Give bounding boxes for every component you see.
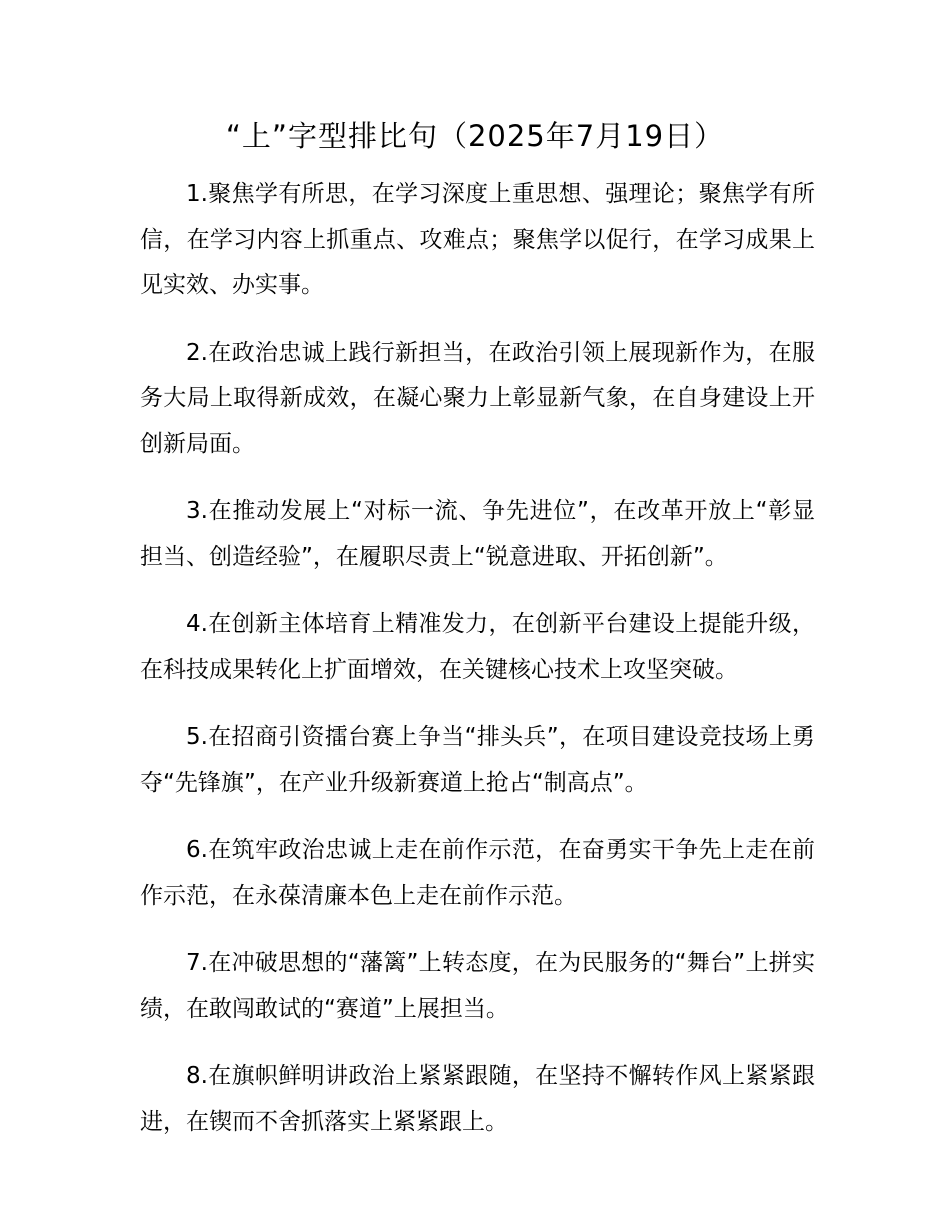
paragraph-3: 3.在推动发展上“对标一流、争先进位”，在改革开放上“彰显担当、创造经验”，在履职尽责上“锐意进取、开拓创新”。 [140,498,815,570]
paragraph-2: 2.在政治忠诚上践行新担当，在政治引领上展现新作为，在服务大局上取得新成效，在凝心聚力上彰显新气象，在自身建设上开创新局面。 [140,339,815,457]
paragraph-6: 6.在筑牢政治忠诚上走在前作示范，在奋勇实干争先上走在前作示范，在永葆清廉本色上走在前作示范。 [140,837,815,909]
paragraph-1: 1.聚焦学有所思，在学习深度上重思想、强理论；聚焦学有所信，在学习内容上抓重点、攻难点；聚焦学以促行，在学习成果上见实效、办实事。 [140,181,815,298]
paragraph-7: 7.在冲破思想的“藩篱”上转态度，在为民服务的“舞台”上拼实绩，在敢闯敢试的“赛道”上展担当。 [140,950,815,1022]
paragraph-5: 5.在招商引资擂台赛上争当“排头兵”，在项目建设竞技场上勇夺“先锋旗”，在产业升级新赛道上抢占“制高点”。 [140,724,815,796]
document-title: “上”字型排比句（2025年7月19日） [225,119,725,153]
paragraph-4: 4.在创新主体培育上精准发力，在创新平台建设上提能升级，在科技成果转化上扩面增效，在关键核心技术上攻坚突破。 [140,611,815,683]
paragraph-8: 8.在旗帜鲜明讲政治上紧紧跟随，在坚持不懈转作风上紧紧跟进，在锲而不舍抓落实上紧紧跟上。 [140,1063,815,1135]
document-body [140,172,815,1167]
